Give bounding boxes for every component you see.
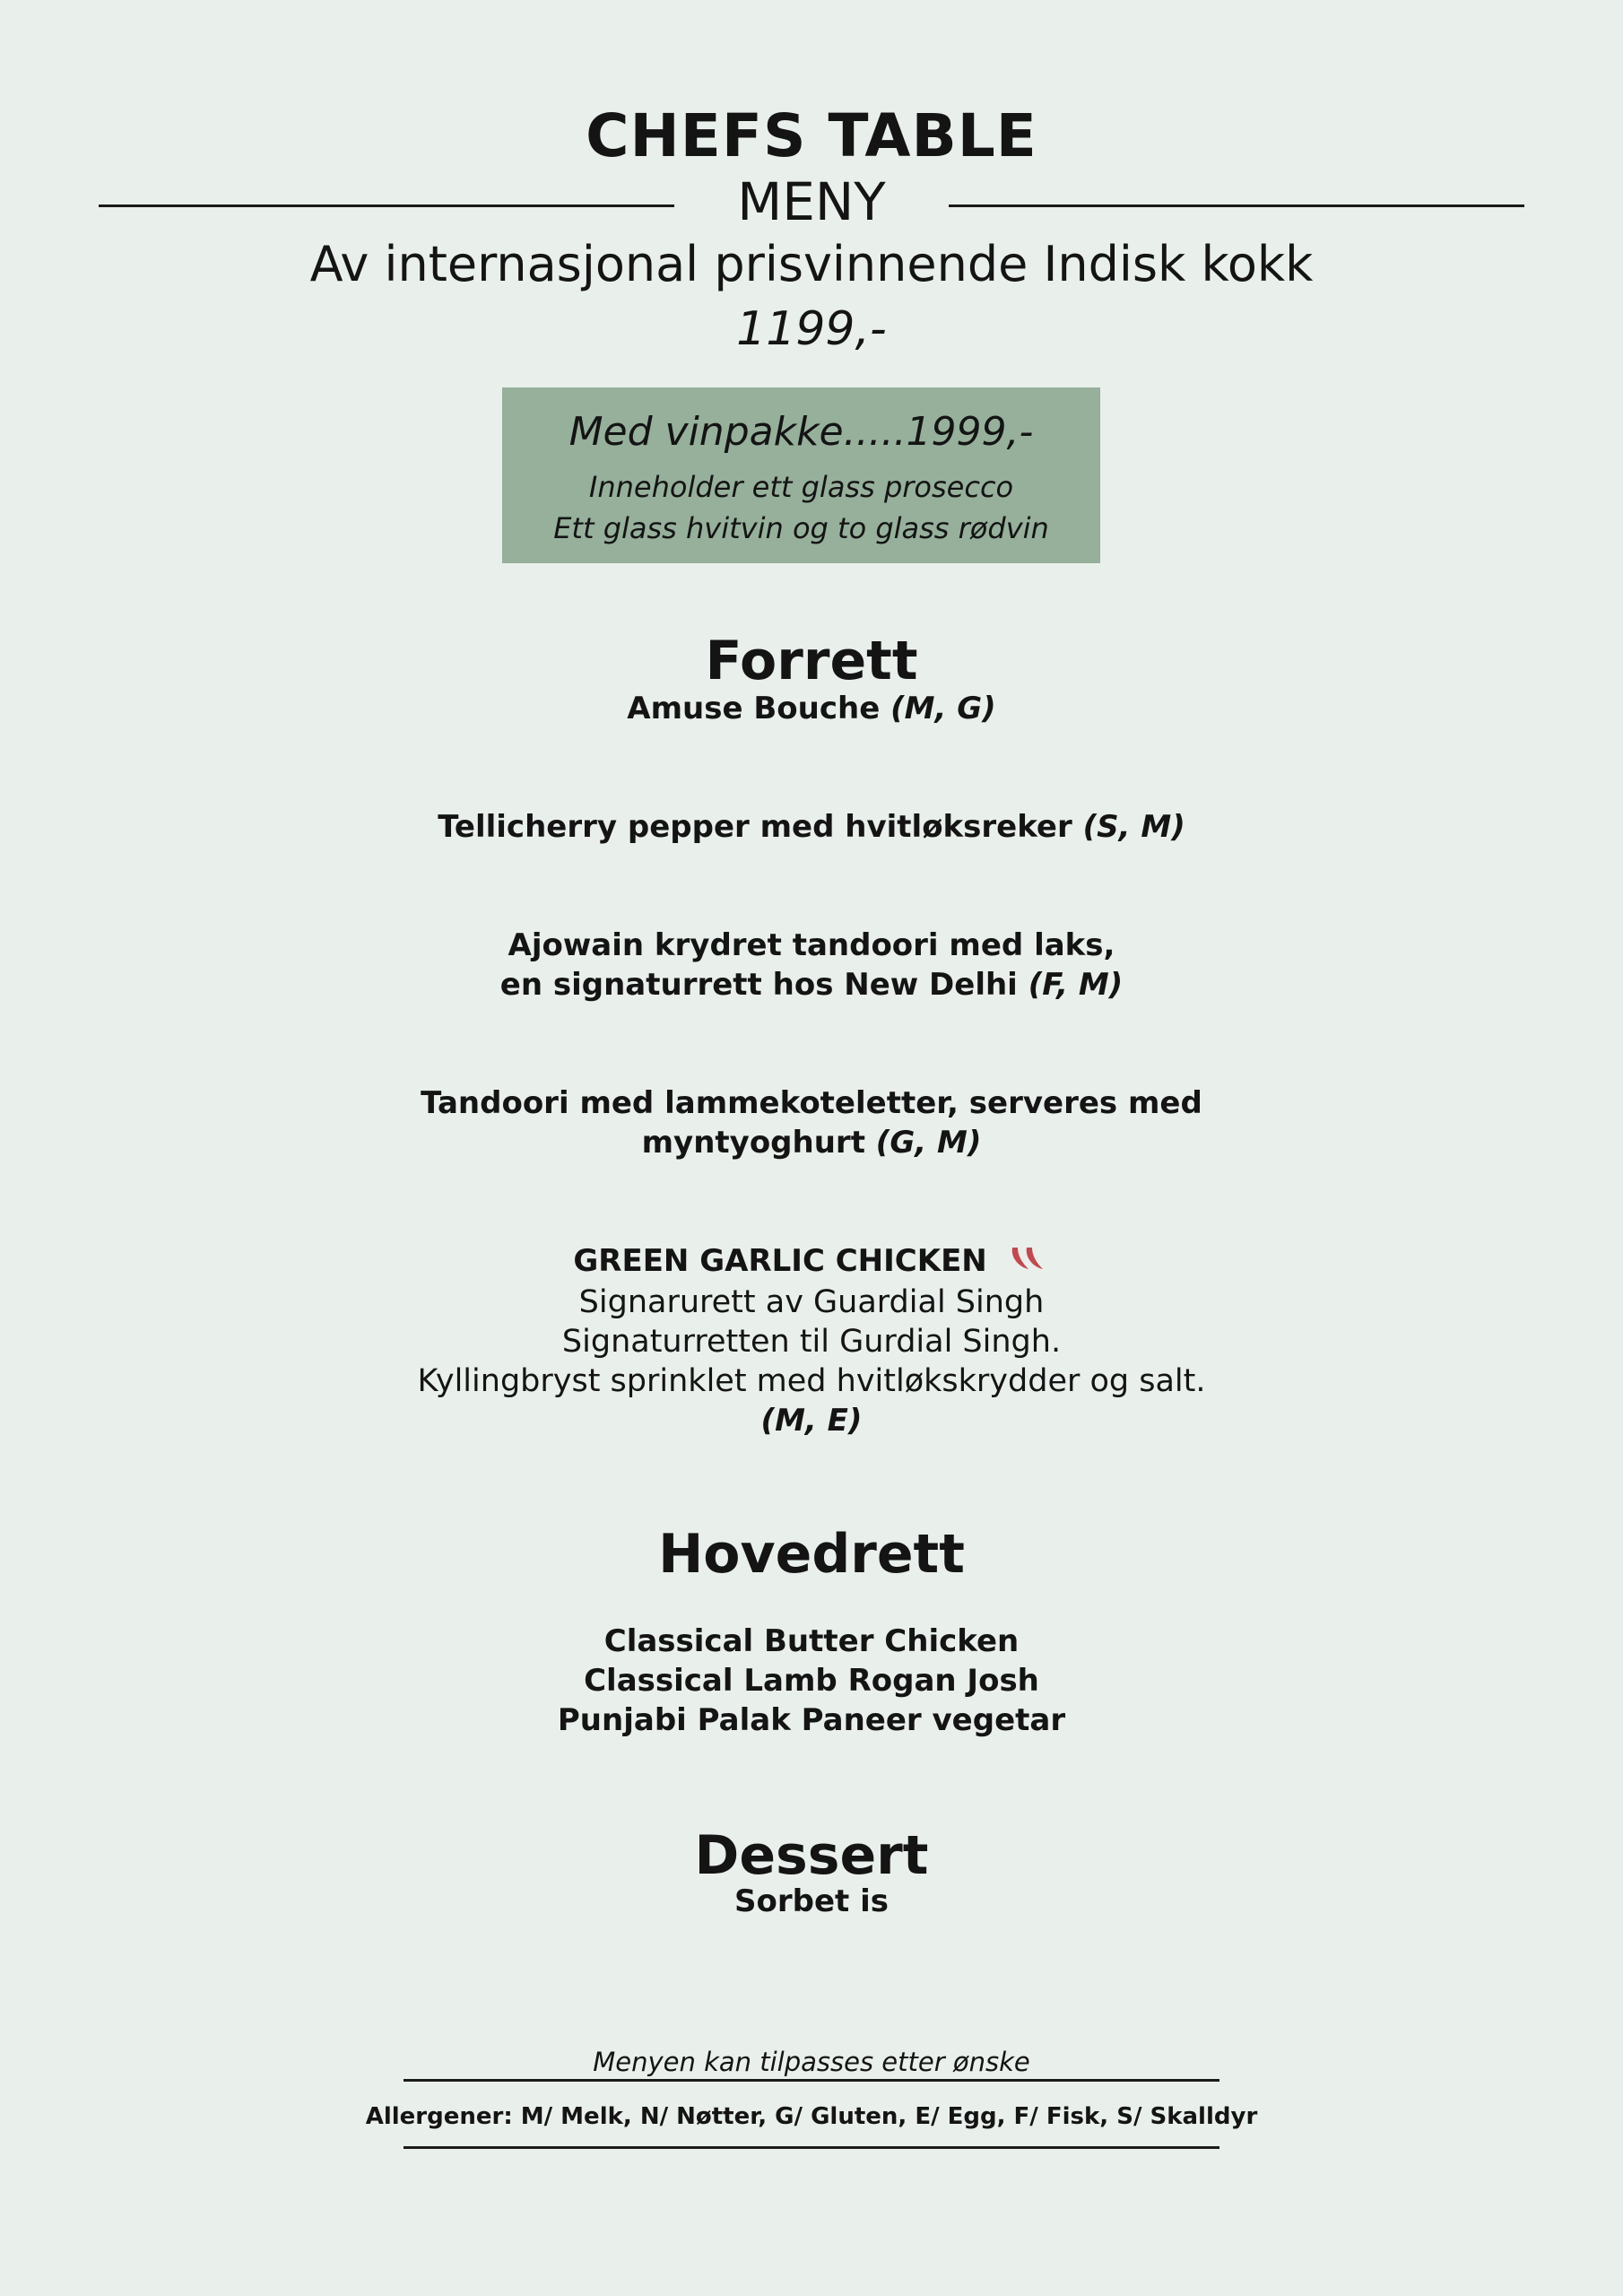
dish-name: Tellicherry pepper med hvitløksreker [438,809,1072,845]
chef-tagline: Av internasjonal prisvinnende Indisk kokk [309,236,1314,292]
dish-line-2: myntyoghurt [641,1125,865,1161]
special-dish-line-2: Signaturretten til Gurdial Singh. [561,1324,1062,1360]
section-title-hovedrett: Hovedrett [658,1523,965,1586]
section-title-dessert: Dessert [694,1824,929,1887]
dish-allergens: (G, M) [875,1125,982,1161]
menu-item: Classical Lamb Rogan Josh [584,1663,1039,1699]
wine-package-title: Med vinpakke.....1999,- [568,409,1034,455]
wine-package-box [502,387,1100,563]
dish-line-2: en signaturrett hos New Delhi [499,967,1018,1003]
dish-line-1: Tandoori med lammekoteletter, serveres med [421,1085,1202,1121]
special-dish-allergens: (M, E) [760,1403,863,1439]
dish-allergens: (S, M) [1082,809,1185,845]
special-dish-name: GREEN GARLIC CHICKEN [573,1243,987,1279]
menu-item [0,807,1623,847]
footer-rule-bottom [404,2146,1219,2149]
allergen-legend: Allergener: M/ Melk, N/ Nøtter, G/ Gluten, E/ Egg, F/ Fisk, S/ Skalldyr [365,2103,1258,2130]
wine-package-line-1: Inneholder ett glass prosecco [588,470,1014,504]
wine-package-line-2: Ett glass hvitvin og to glass rødvin [553,511,1049,545]
menu-item [0,1083,1623,1162]
special-menu-item [0,1241,1623,1440]
dish-name: Amuse Bouche [627,691,881,726]
dish-allergens: (F, M) [1028,967,1124,1003]
special-dish-line-1: Signarurett av Guardial Singh [578,1284,1045,1320]
menu-price: 1199,- [736,302,887,356]
menu-subtitle: MENY [737,171,886,232]
customization-note: Menyen kan tilpasses etter ønske [593,2047,1030,2077]
chili-pepper-icon [1007,1242,1050,1283]
menu-title: CHEFS TABLE [586,101,1037,170]
special-dish-line-3: Kyllingbryst sprinklet med hvitløkskrydder og salt. [417,1363,1206,1399]
menu-item [0,926,1623,1004]
menu-item [0,689,1623,728]
section-title-forrett: Forrett [705,630,918,692]
dish-allergens: (M, G) [890,691,996,726]
menu-item: Sorbet is [734,1883,889,1919]
footer-rule-top [404,2079,1219,2082]
menu-item: Classical Butter Chicken [603,1623,1020,1659]
dish-line-1: Ajowain krydret tandoori med laks, [508,927,1115,963]
menu-item: Punjabi Palak Paneer vegetar [557,1702,1066,1738]
